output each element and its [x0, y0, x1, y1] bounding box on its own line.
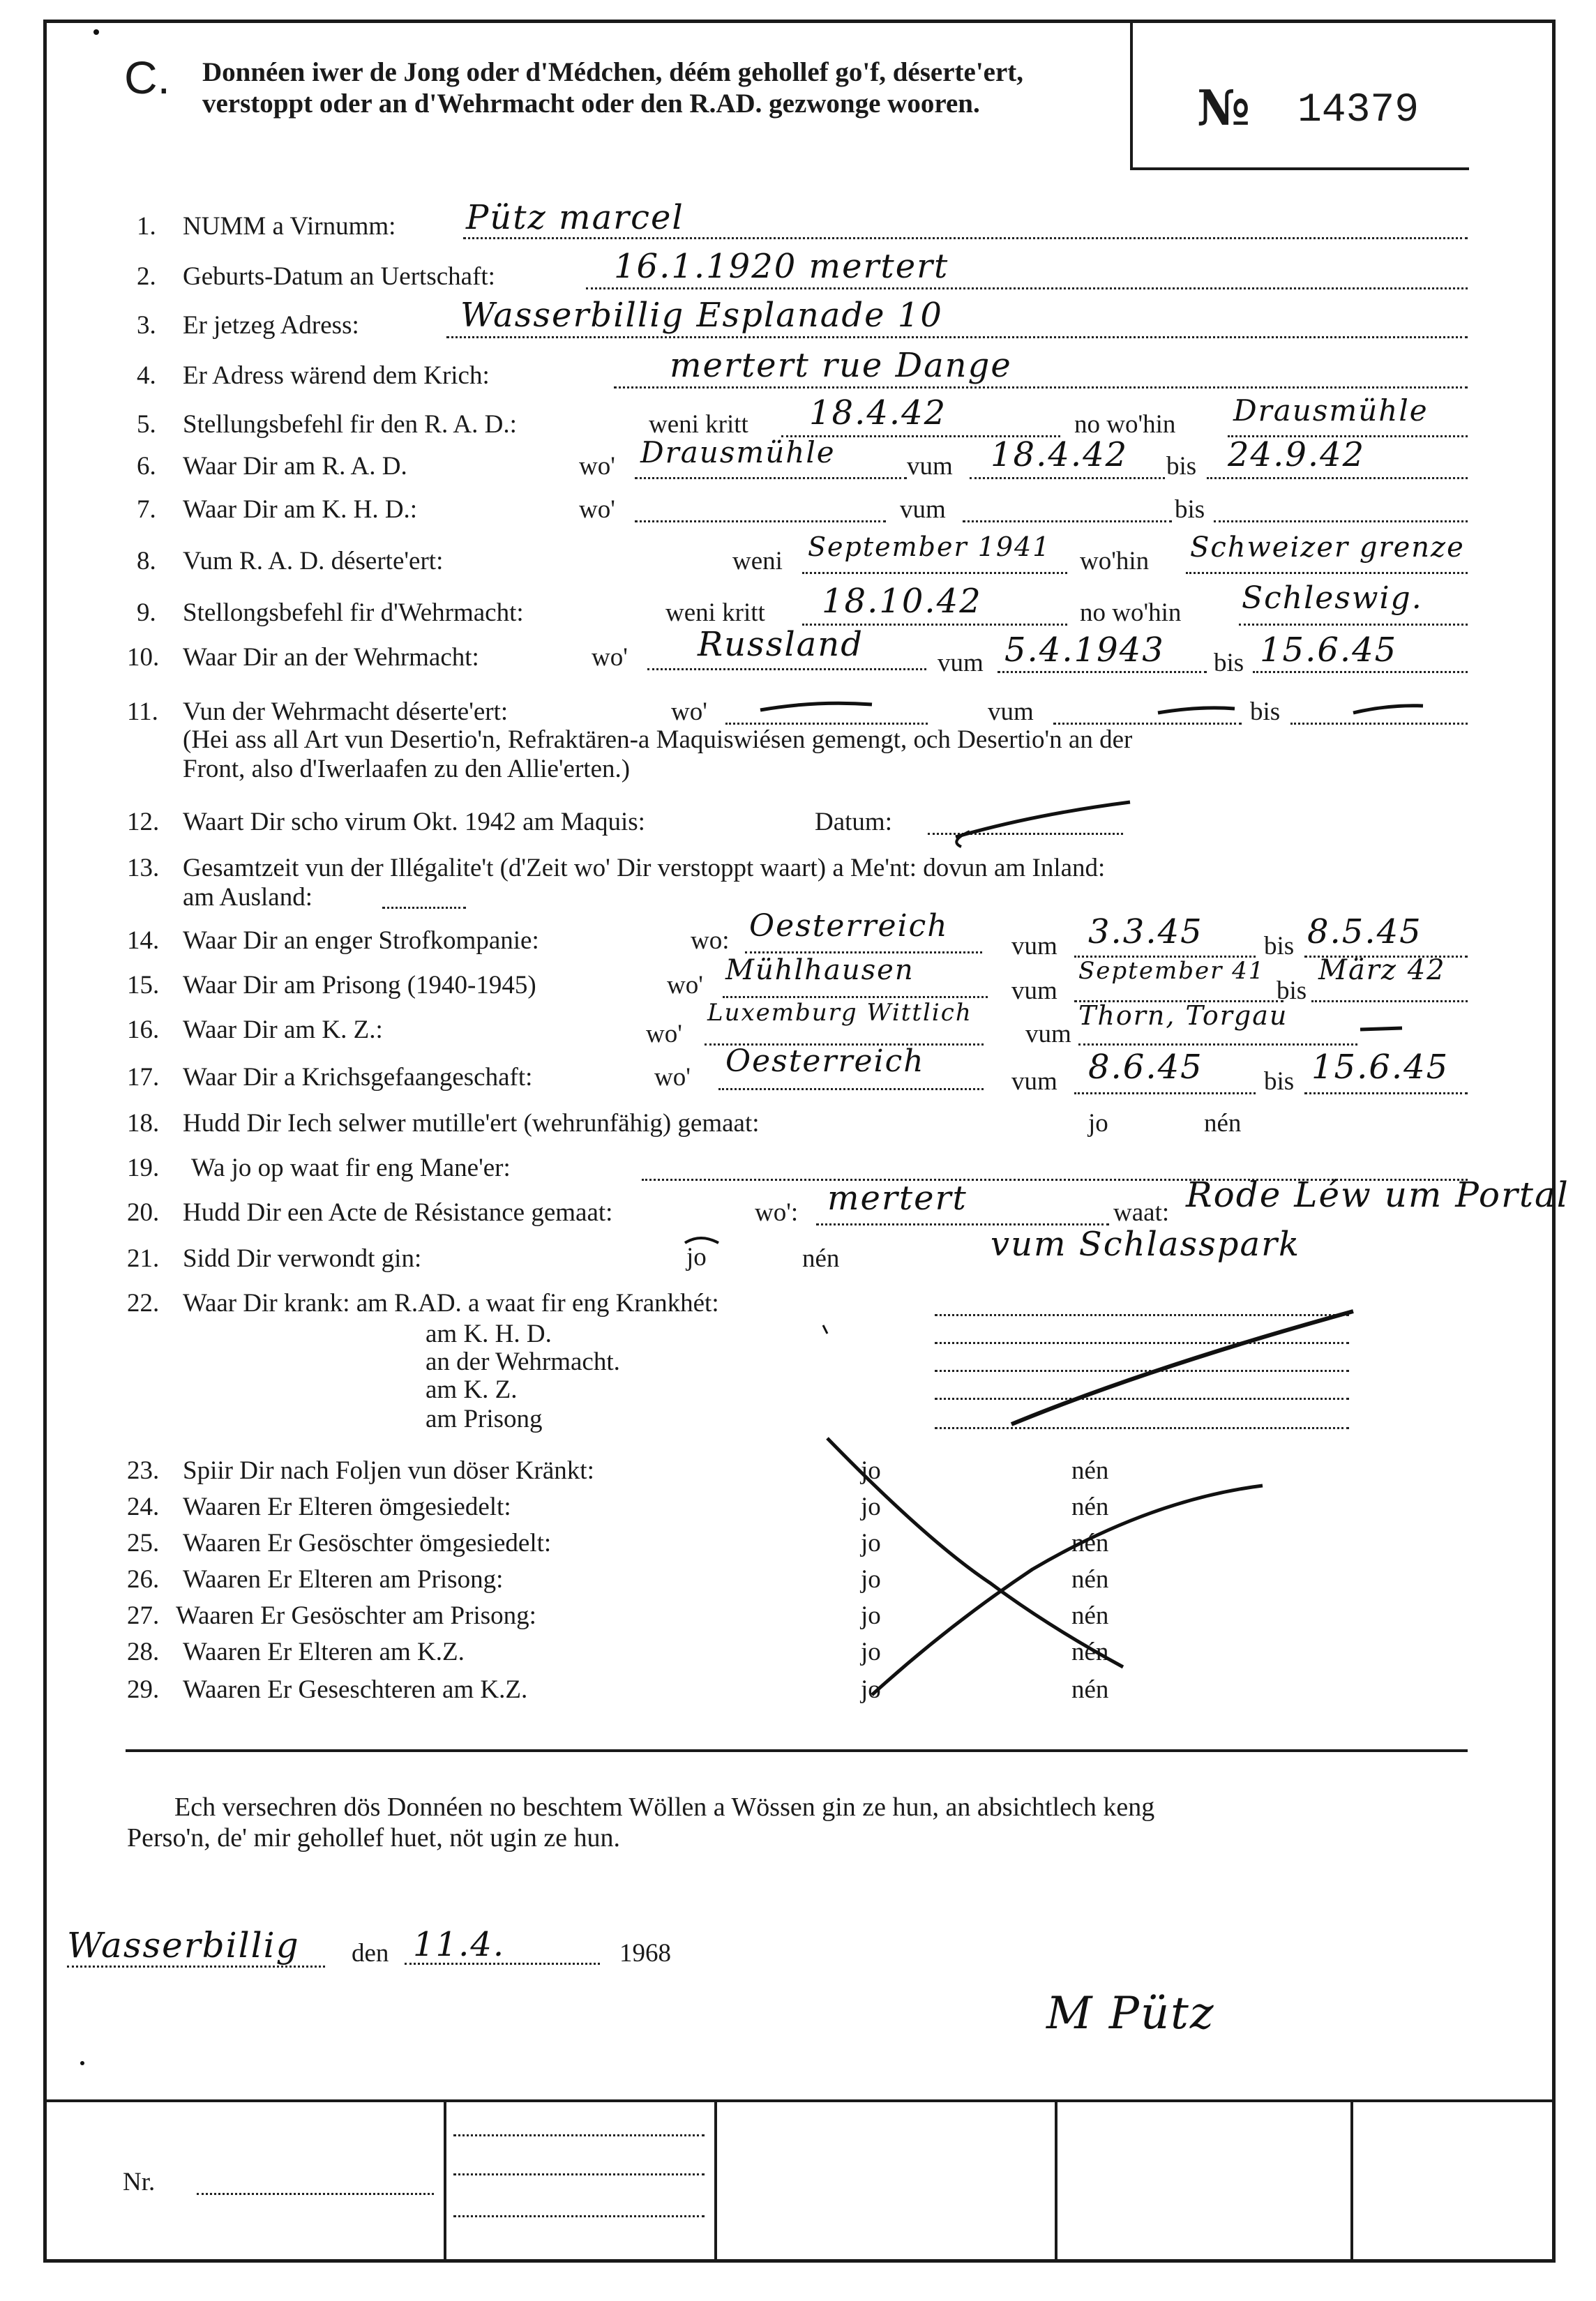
kz-from: Thorn, Torgau — [1078, 1000, 1288, 1031]
nen-option: nén — [1071, 1638, 1109, 1666]
declaration-text: Perso'n, de' mir gehollef huet, nöt ugin ze hun. — [127, 1823, 621, 1853]
form-title: Donnéen iwer de Jong oder d'Médchen, déém gehollef go'f, déserte'ert, verstoppt oder an d'Wehrmacht oder den R.AD. gezwonge wooren. — [202, 57, 1024, 119]
strafkompanie-to: 8.5.45 — [1307, 912, 1422, 951]
row-number: 9. — [137, 598, 156, 627]
row-label: Stellongsbefehl fir d'Wehrmacht: — [183, 598, 524, 627]
name-value: Pütz marcel — [466, 198, 684, 237]
wehrmacht-to: 15.6.45 — [1260, 631, 1398, 670]
sickness-sub-label: am K. Z. — [426, 1375, 518, 1404]
jo-option: jo — [1088, 1109, 1108, 1138]
rad-to: 24.9.42 — [1228, 435, 1366, 474]
weni-label: weni kritt — [665, 598, 765, 627]
row-number: 17. — [127, 1063, 160, 1092]
signature: M Pütz — [1046, 1988, 1215, 2039]
prison-from: September 41 — [1078, 957, 1265, 985]
row-number: 13. — [127, 854, 160, 882]
nen-option: nén — [1071, 1601, 1109, 1630]
wehrmacht-from: 5.4.1943 — [1004, 631, 1165, 670]
jo-option: jo — [861, 1675, 881, 1704]
row-number: 8. — [137, 547, 156, 575]
row-label: Stellungsbefehl fir den R. A. D.: — [183, 410, 517, 439]
waat-label: waat: — [1113, 1198, 1170, 1227]
row-number: 22. — [127, 1289, 160, 1318]
row-note: Front, also d'Iwerlaafen zu den Allie'erten.) — [183, 755, 631, 783]
row-label: Wa jo op waat fir eng Mane'er: — [191, 1154, 511, 1182]
strike-mark — [1011, 1311, 1353, 1424]
row-number: 15. — [127, 971, 160, 999]
strike-mark — [823, 1325, 827, 1334]
bis-label: bis — [1166, 452, 1197, 481]
nen-option: nén — [802, 1244, 840, 1273]
wehrmacht-order-date: 18.10.42 — [822, 582, 982, 621]
sickness-sub-label: am Prisong — [426, 1405, 543, 1433]
ink-dot — [80, 2061, 84, 2065]
row-label: Vun der Wehrmacht déserte'ert: — [183, 697, 509, 726]
jo-option: jo — [861, 1493, 881, 1521]
strafkompanie-from: 3.3.45 — [1088, 912, 1203, 951]
ink-dot — [93, 29, 99, 35]
strike-mark — [1353, 706, 1423, 713]
row-number: 10. — [127, 643, 160, 672]
row-label: Waar Dir am Prisong (1940-1945) — [183, 971, 536, 999]
captivity-where: Oesterreich — [725, 1043, 925, 1079]
nen-option: nén — [1071, 1565, 1109, 1594]
year-value: 1968 — [619, 1939, 671, 1968]
declaration-text: Ech versechren dös Donnéen no beschtem Wöllen a Wössen gin ze hun, an absichtlech keng — [174, 1793, 1155, 1822]
nowohin-label: no wo'hin — [1074, 410, 1176, 439]
row-label: Vum R. A. D. déserte'ert: — [183, 547, 444, 575]
row-number: 6. — [137, 452, 156, 481]
row-label: Waar Dir a Krichsgefaangeschaft: — [183, 1063, 533, 1092]
wo-label: wo' — [592, 643, 628, 672]
strike-mark — [956, 831, 970, 847]
bis-label: bis — [1264, 1067, 1295, 1096]
jo-option: jo — [861, 1565, 881, 1594]
row-label: Waar Dir krank: am R.AD. a waat fir eng Krankhét: — [183, 1289, 719, 1318]
nen-option: nén — [1071, 1529, 1109, 1557]
row-number: 21. — [127, 1244, 160, 1273]
bis-label: bis — [1175, 495, 1205, 524]
vum-label: vum — [938, 649, 984, 677]
jo-option: jo — [861, 1456, 881, 1485]
row-label: Er Adress wärend dem Krich: — [183, 361, 490, 390]
nr-label: Nr. — [123, 2168, 156, 2196]
wo-label: wo' — [667, 971, 703, 999]
row-label: Gesamtzeit vun der Illégalite't (d'Zeit wo' Dir verstoppt waart) a Me'nt: dovun am Inland: — [183, 854, 1106, 882]
row-label: Waaren Er Gesöschter am Prisong: — [176, 1601, 536, 1630]
row-number: 1. — [137, 212, 156, 241]
row-label: Waaren Er Elteren ömgesiedelt: — [183, 1493, 511, 1521]
rad-where: Drausmühle — [640, 435, 836, 469]
vum-label: vum — [907, 452, 953, 481]
section-letter: C. — [124, 52, 170, 103]
wo-label: wo': — [755, 1198, 799, 1227]
row-number: 2. — [137, 262, 156, 291]
resistance-what-continued: vum Schlasspark — [991, 1225, 1301, 1264]
row-number: 25. — [127, 1529, 160, 1557]
row-label: Waar Dir an enger Strofkompanie: — [183, 926, 539, 955]
address-value: Wasserbillig Esplanade 10 — [460, 296, 943, 335]
number-symbol: № — [1197, 79, 1251, 137]
strike-mark — [1360, 1028, 1402, 1029]
bis-label: bis — [1264, 932, 1295, 960]
war-address-value: mertert rue Dange — [670, 346, 1012, 385]
prison-where: Mühlhausen — [725, 954, 914, 986]
bis-label: bis — [1214, 649, 1244, 677]
row-label-continued: am Ausland: — [183, 883, 313, 912]
row-label: Waar Dir am K. H. D.: — [183, 495, 418, 524]
birth-value: 16.1.1920 mertert — [614, 247, 949, 286]
strafkompanie-where: Oesterreich — [749, 908, 949, 944]
datum-label: Datum: — [815, 808, 892, 836]
vum-label: vum — [1011, 1067, 1057, 1096]
wohin-label: wo'hin — [1080, 547, 1150, 575]
row-note: (Hei ass all Art vun Desertio'n, Refraktären-a Maquiswiésen gemengt, och Desertio'n an der — [183, 725, 1133, 754]
sickness-sub-label: an der Wehrmacht. — [426, 1348, 620, 1376]
wo-label: wo' — [646, 1020, 682, 1048]
wehrmacht-order-where: Schleswig. — [1242, 580, 1423, 616]
wo-label: wo' — [671, 697, 707, 726]
row-number: 3. — [137, 311, 156, 340]
row-label: Waaren Er Elteren am K.Z. — [183, 1638, 465, 1666]
row-label: Waar Dir am R. A. D. — [183, 452, 407, 481]
prison-to: März 42 — [1318, 954, 1446, 986]
nen-option: nén — [1204, 1109, 1242, 1138]
row-label: Hudd Dir een Acte de Résistance gemaat: — [183, 1198, 613, 1227]
row-number: 29. — [127, 1675, 160, 1704]
vum-label: vum — [1011, 976, 1057, 1005]
strike-mark — [1158, 708, 1235, 713]
place-value: Wasserbillig — [67, 1925, 300, 1966]
weni-label: weni — [732, 547, 783, 575]
rad-from: 18.4.42 — [991, 435, 1129, 474]
wo-label: wo: — [691, 926, 730, 955]
captivity-to: 15.6.45 — [1311, 1048, 1450, 1087]
desertion-where: Schweizer grenze — [1190, 531, 1465, 564]
row-number: 28. — [127, 1638, 160, 1666]
weni-label: weni kritt — [649, 410, 748, 439]
den-label: den — [352, 1939, 389, 1968]
vum-label: vum — [1025, 1020, 1071, 1048]
row-number: 27. — [127, 1601, 160, 1630]
row-number: 20. — [127, 1198, 160, 1227]
desertion-date: September 1941 — [808, 531, 1051, 562]
cross-mark — [827, 1438, 1123, 1667]
bis-label: bis — [1250, 697, 1281, 726]
nowohin-label: no wo'hin — [1080, 598, 1182, 627]
row-number: 12. — [127, 808, 160, 836]
row-number: 24. — [127, 1493, 160, 1521]
form-number: 14379 — [1297, 88, 1420, 133]
cross-mark — [872, 1486, 1263, 1695]
resistance-what: Rode Léw um Portal — [1186, 1175, 1569, 1215]
captivity-from: 8.6.45 — [1088, 1048, 1203, 1087]
wo-label: wo' — [579, 452, 615, 481]
jo-option: jo — [861, 1638, 881, 1666]
strike-mark — [956, 802, 1130, 837]
row-label: Geburts-Datum an Uertschaft: — [183, 262, 495, 291]
row-label: Waaren Er Elteren am Prisong: — [183, 1565, 504, 1594]
row-number: 11. — [127, 697, 158, 726]
nen-option: nén — [1071, 1493, 1109, 1521]
vum-label: vum — [900, 495, 946, 524]
row-label: Spiir Dir nach Foljen vun döser Kränkt: — [183, 1456, 594, 1485]
wehrmacht-where: Russland — [698, 625, 864, 664]
row-number: 7. — [137, 495, 156, 524]
jo-option: jo — [861, 1601, 881, 1630]
nen-option: nén — [1071, 1675, 1109, 1704]
row-number: 26. — [127, 1565, 160, 1594]
row-number: 5. — [137, 410, 156, 439]
row-number: 19. — [127, 1154, 160, 1182]
strike-mark — [760, 703, 872, 710]
row-number: 23. — [127, 1456, 160, 1485]
jo-option: jo — [861, 1529, 881, 1557]
vum-label: vum — [1011, 932, 1057, 960]
row-number: 16. — [127, 1016, 160, 1044]
row-number: 14. — [127, 926, 160, 955]
row-label: Waaren Er Geseschteren am K.Z. — [183, 1675, 528, 1704]
rad-order-date: 18.4.42 — [809, 393, 947, 432]
row-number: 18. — [127, 1109, 160, 1138]
answer-circle — [685, 1238, 718, 1243]
row-label: Er jetzeg Adress: — [183, 311, 359, 340]
day-value: 11.4. — [413, 1925, 506, 1964]
resistance-where: mertert — [827, 1179, 968, 1218]
rad-order-where: Drausmühle — [1233, 393, 1429, 428]
row-label: Hudd Dir Iech selwer mutille'ert (wehrunfähig) gemaat: — [183, 1109, 760, 1138]
jo-option: jo — [686, 1243, 707, 1272]
row-label: Waaren Er Gesöschter ömgesiedelt: — [183, 1529, 552, 1557]
row-label: Sidd Dir verwondt gin: — [183, 1244, 422, 1273]
row-number: 4. — [137, 361, 156, 390]
kz-where: Luxemburg Wittlich — [707, 999, 972, 1027]
row-label: Waar Dir am K. Z.: — [183, 1016, 383, 1044]
row-label: Waart Dir scho virum Okt. 1942 am Maquis: — [183, 808, 645, 836]
wo-label: wo' — [654, 1063, 691, 1092]
nen-option: nén — [1071, 1456, 1109, 1485]
bis-label: bis — [1277, 976, 1307, 1005]
sickness-sub-label: am K. H. D. — [426, 1320, 552, 1348]
wo-label: wo' — [579, 495, 615, 524]
row-label: Waar Dir an der Wehrmacht: — [183, 643, 479, 672]
vum-label: vum — [988, 697, 1034, 726]
row-label: NUMM a Virnumm: — [183, 212, 396, 241]
